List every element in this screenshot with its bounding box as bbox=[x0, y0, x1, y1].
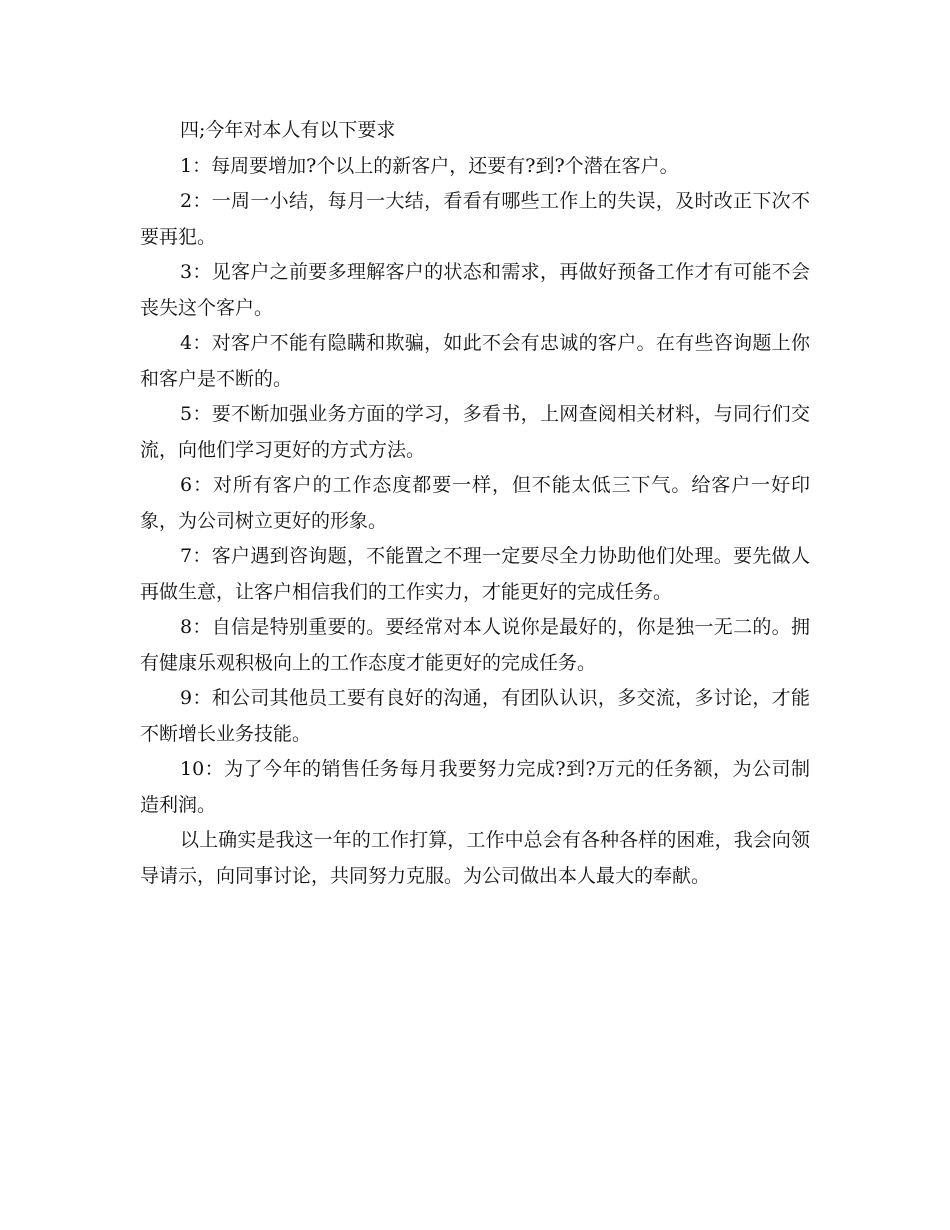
requirement-item-8: 8：自信是特别重要的。要经常对本人说你是最好的，你是独一无二的。拥有健康乐观积极向上的工作态度才能更好的完成任务。 bbox=[140, 616, 810, 674]
closing-paragraph: 以上确实是我这一年的工作打算，工作中总会有各种各样的困难，我会向领导请示，向同事讨论，共同努力克服。为公司做出本人最大的奉献。 bbox=[140, 829, 810, 887]
requirement-item-4: 4：对客户不能有隐瞒和欺骗，如此不会有忠诚的客户。在有些咨询题上你和客户是不断的。 bbox=[140, 332, 810, 390]
requirement-item-2: 2：一周一小结，每月一大结，看看有哪些工作上的失误，及时改正下次不要再犯。 bbox=[140, 190, 810, 248]
requirement-item-1: 1：每周要增加?个以上的新客户，还要有?到?个潜在客户。 bbox=[180, 154, 679, 177]
requirement-item-6: 6：对所有客户的工作态度都要一样，但不能太低三下气。给客户一好印象，为公司树立更好的形象。 bbox=[140, 474, 810, 532]
requirement-item-9: 9：和公司其他员工要有良好的沟通，有团队认识，多交流，多讨论，才能不断增长业务技能。 bbox=[140, 687, 810, 745]
document-page bbox=[140, 113, 810, 894]
requirement-item-10: 10：为了今年的销售任务每月我要努力完成?到?万元的任务额，为公司制造利润。 bbox=[140, 758, 810, 816]
requirement-item-7: 7：客户遇到咨询题，不能置之不理一定要尽全力协助他们处理。要先做人再做生意，让客户相信我们的工作实力，才能更好的完成任务。 bbox=[140, 545, 810, 603]
requirement-item-3: 3：见客户之前要多理解客户的状态和需求，再做好预备工作才有可能不会丧失这个客户。 bbox=[140, 261, 810, 319]
requirement-item-5: 5：要不断加强业务方面的学习，多看书，上网查阅相关材料，与同行们交流，向他们学习更好的方式方法。 bbox=[140, 403, 810, 461]
section-heading: 四;今年对本人有以下要求 bbox=[180, 119, 396, 141]
